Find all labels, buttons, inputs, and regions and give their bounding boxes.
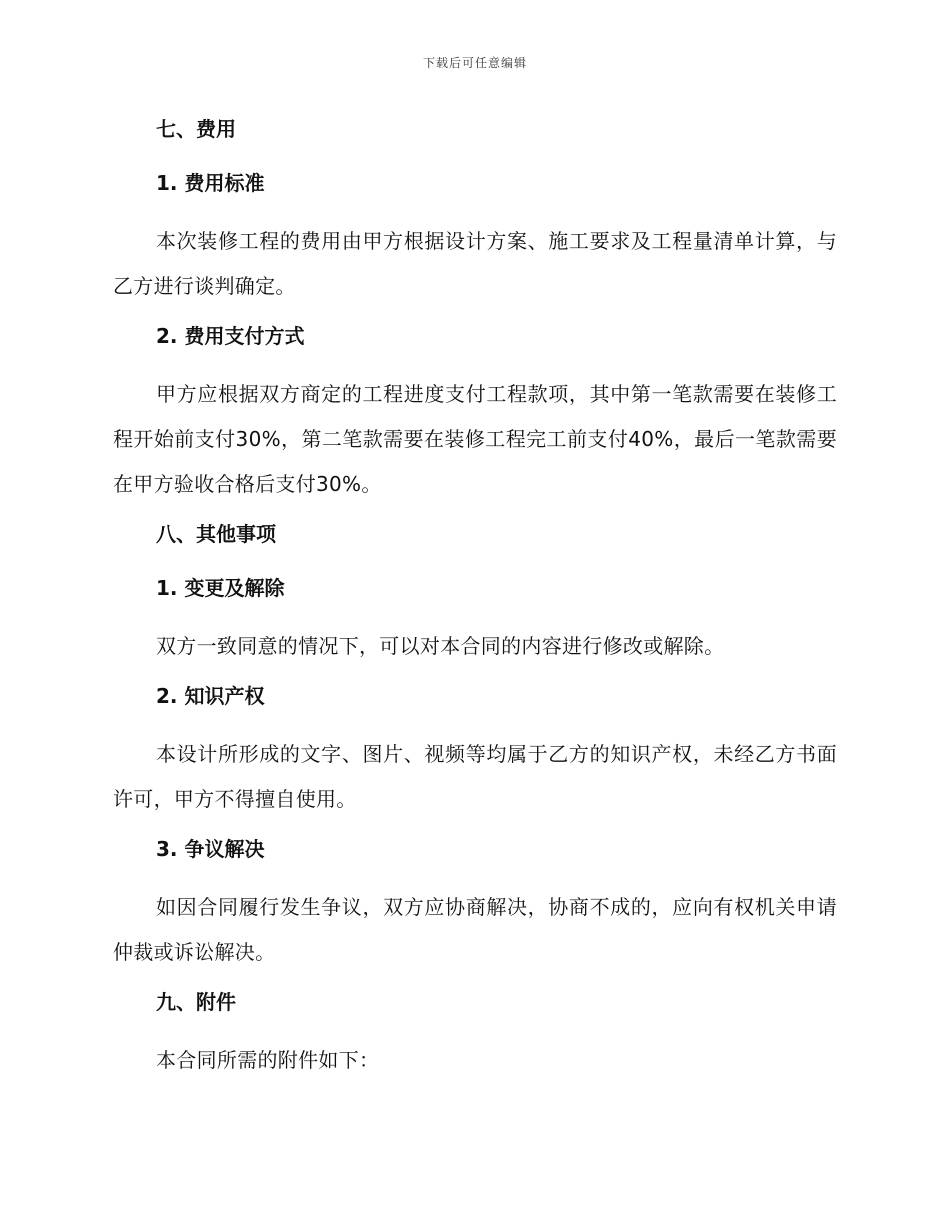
subheading-dispute-resolution: 3. 争议解决 xyxy=(156,837,265,861)
paragraph-fee-standard: 本次装修工程的费用由甲方根据设计方案、施工要求及工程量清单计算，与乙方进行谈判确定。 xyxy=(113,229,837,298)
paragraph-intellectual-property: 本设计所形成的文字、图片、视频等均属于乙方的知识产权，未经乙方书面许可，甲方不得擅自使用。 xyxy=(113,742,837,811)
paragraph-dispute-resolution: 如因合同履行发生争议，双方应协商解决，协商不成的，应向有权机关申请仲裁或诉讼解决。 xyxy=(113,895,837,964)
section-heading-other-matters: 八、其他事项 xyxy=(156,522,276,546)
section-heading-attachments: 九、附件 xyxy=(156,990,236,1014)
paragraph-change-termination: 双方一致同意的情况下，可以对本合同的内容进行修改或解除。 xyxy=(156,634,725,658)
paragraph-attachments: 本合同所需的附件如下： xyxy=(156,1048,380,1072)
paragraph-payment-method: 甲方应根据双方商定的工程进度支付工程款项，其中第一笔款需要在装修工程开始前支付30%，第二笔款需要在装修工程完工前支付40%，最后一笔款需要在甲方验收合格后支付30%。 xyxy=(113,382,837,496)
header-note: 下载后可任意编辑 xyxy=(422,56,527,70)
subheading-intellectual-property: 2. 知识产权 xyxy=(156,684,265,708)
subheading-change-termination: 1. 变更及解除 xyxy=(156,576,285,600)
subheading-fee-standard: 1. 费用标准 xyxy=(156,171,265,195)
section-heading-fees: 七、费用 xyxy=(156,117,236,141)
subheading-payment-method: 2. 费用支付方式 xyxy=(156,324,305,348)
document-body xyxy=(113,111,837,1092)
